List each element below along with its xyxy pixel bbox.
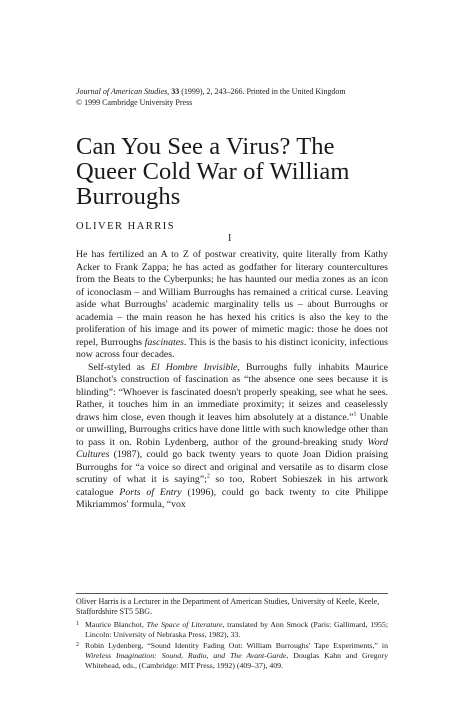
journal-details: (1999), 2, 243–266. Printed in the United Kingdom xyxy=(181,87,346,96)
italic-text: Wireless Imagination: Sound, Radio, and The Avant-Garde xyxy=(85,651,287,660)
paragraph-text: (1987), could go back twenty years to quote Joan Didion praising Burroughs for “a voice so direct and original and versatile as to disarm close scrutiny of what it is saying”; xyxy=(76,449,388,485)
paragraph-text: , Burroughs fully inhabits Maurice Blanchot's construction of fascination as “the absence one sees because it is blinding”: “Whoever is fascinated doesn't properly speaking, see what he sees. Rather, it touches him in an immediate proximity; it seizes and ceaselessly draws him close, even though it leaves him absolutely at a distance.” xyxy=(76,361,389,423)
italic-text: The Space of Literature xyxy=(146,620,223,629)
footnote-text: Robin Lydenberg, “Sound Identity Fading Out: William Burroughs' Tape Experiments,” in xyxy=(85,641,388,650)
footnote-text: , Douglas Kahn and Gregory Whitehead, eds., (Cambridge: MIT Press, 1992) (409–37), 409. xyxy=(85,651,389,670)
paragraph-text: . This is the basis to his distinct iconicity, infectious now across four decades. xyxy=(76,336,388,360)
paragraph-2 xyxy=(76,362,388,512)
copyright-line: © 1999 Cambridge University Press xyxy=(76,98,193,107)
article-body xyxy=(76,249,388,512)
footnote-divider xyxy=(76,593,388,594)
journal-header xyxy=(76,86,396,108)
article-title: Can You See a Virus? The Queer Cold War of William Burroughs xyxy=(76,133,350,210)
footnote-number: 1 xyxy=(76,621,79,627)
author-name: OLIVER HARRIS xyxy=(76,221,176,232)
paragraph-text: so too, Robert Sobieszek in his artwork catalogue xyxy=(76,474,389,498)
paragraph-text: (1996), could go back twenty to cite Philippe Mikriammos' formula, “vox xyxy=(76,486,389,510)
footnote-text: Maurice Blanchot, xyxy=(85,620,147,629)
footnote-1 xyxy=(76,620,388,640)
journal-citation xyxy=(76,86,396,97)
italic-text: Word Cultures xyxy=(76,436,388,460)
footnote-text: , translated by Ann Smock (Paris: Gallimard, 1955; Lincoln: University of Nebraska Press, 1982), 33. xyxy=(85,620,388,639)
section-number: I xyxy=(228,233,232,244)
author-bio: Oliver Harris is a Lecturer in the Department of American Studies, University of Keele, Keele, Staffordshire ST5 5BG. xyxy=(76,597,380,617)
paragraph-1 xyxy=(76,249,388,362)
paragraph-text: Unable or unwilling, Burroughs critics have done little with such knowledge other than to pass it on. Robin Lydenberg, author of the ground-breaking study xyxy=(76,411,388,448)
footnotes xyxy=(76,620,388,672)
footnote-number: 2 xyxy=(76,642,79,648)
paragraph-text: He has fertilized an A to Z of postwar creativity, quite literally from Kathy Acker to Frank Zappa; he has acted as godfather for literary countercultures from the Beats to the Cyberpunks; he has haunted our media zones as an icon of iconoclasm – and William Burroughs has remained a critical curse. Leaving aside what Burroughs' academic marginality tells us – about Burroughs or academia – the main reason he has hexed his critics is also the key to the proliferation of his image and its power of mimetic magic: those he does not repel, Burroughs xyxy=(76,249,388,348)
journal-name: Journal of American Studies, xyxy=(76,87,170,96)
paragraph-text: Self-styled as xyxy=(88,361,151,373)
italic-text: fascinates xyxy=(144,336,184,348)
footnote-2 xyxy=(76,641,388,671)
footnote-ref-2[interactable]: 2 xyxy=(206,473,210,480)
italic-text: Ports of Entry xyxy=(119,486,182,498)
journal-volume: 33 xyxy=(171,87,180,96)
italic-text: El Hombre Invisible xyxy=(150,361,238,373)
footnote-ref-1[interactable]: 1 xyxy=(353,411,357,418)
